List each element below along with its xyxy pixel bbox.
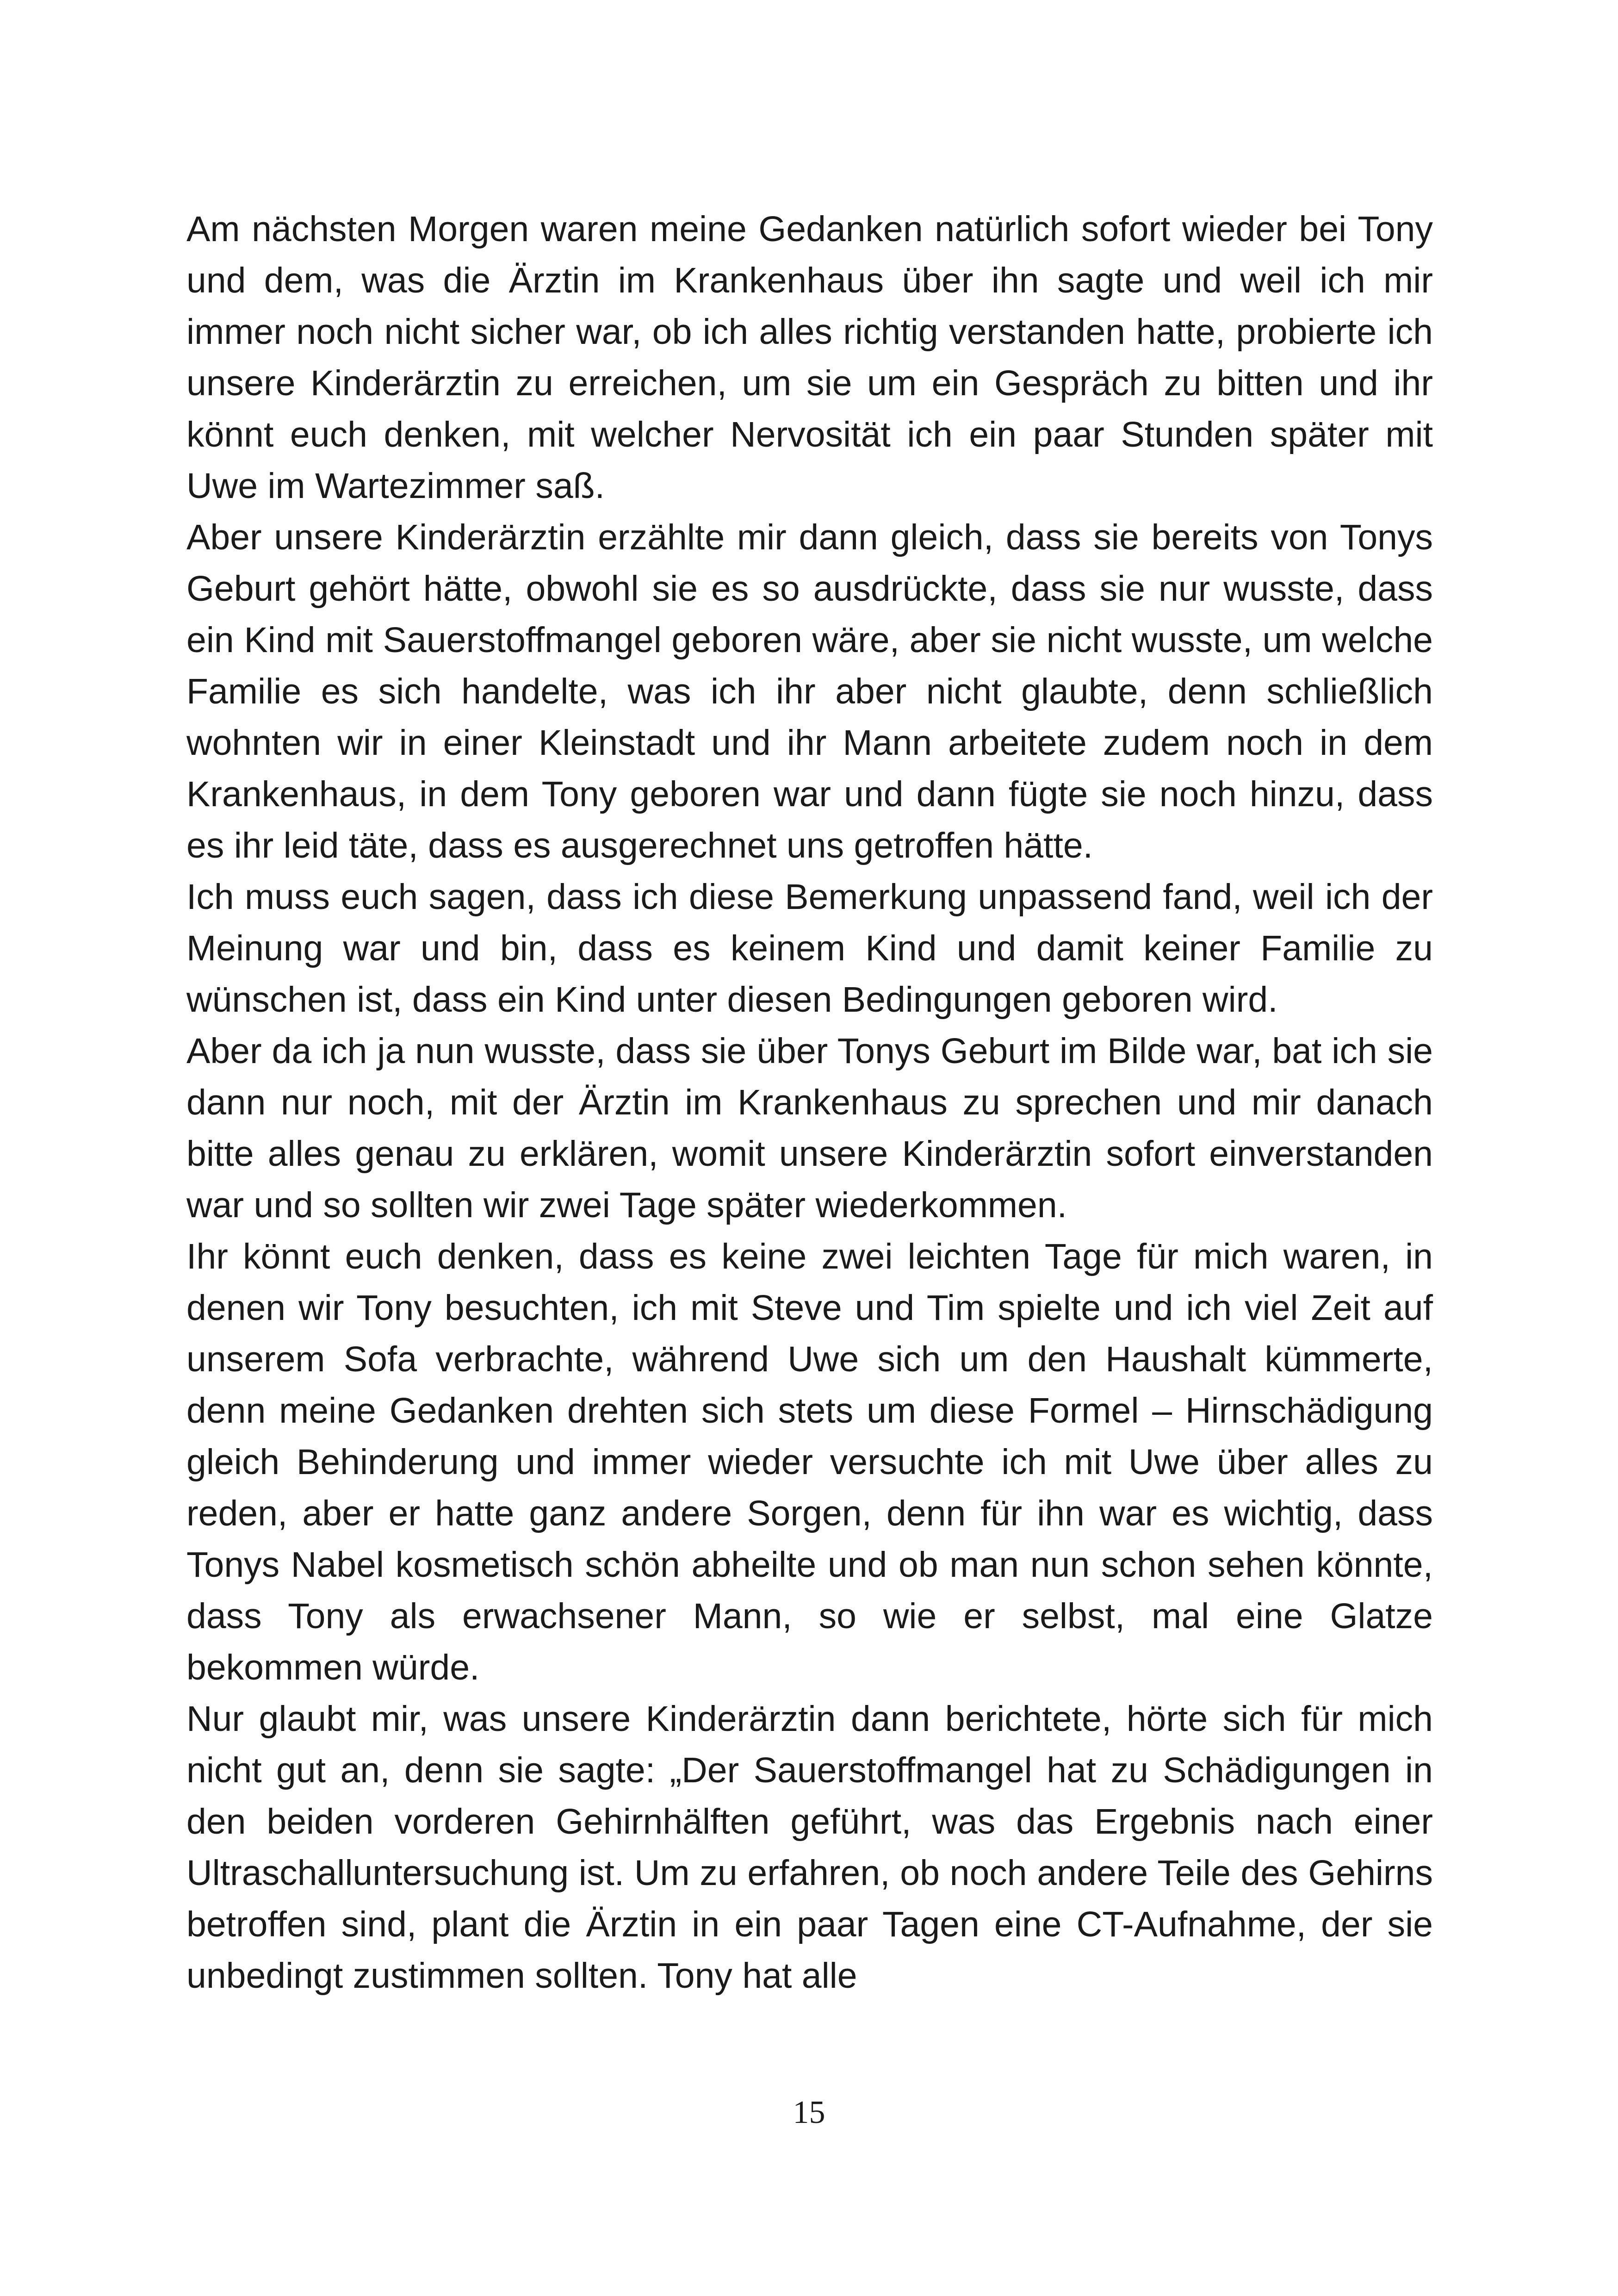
paragraph-5: Ihr könnt euch denken, dass es keine zwei leichten Tage für mich waren, in denen wir Tony besuchten, ich mit Steve und Tim spielte und ich viel Zeit auf unserem Sofa verbrachte, während Uwe sich um den Haushalt kümmerte, denn meine Gedanken drehten sich stets um diese Formel – Hirnschädigung gleich Behinderung und immer wieder versuchte ich mit Uwe über alles zu reden, aber er hatte ganz andere Sorgen, denn für ihn war es wichtig, dass Tonys Nabel kosmetisch schön abheilte und ob man nun schon sehen könnte, dass Tony als erwachsener Mann, so wie er selbst, mal eine Glatze bekommen würde. — [186, 1237, 1433, 1687]
body-text — [186, 204, 1433, 2002]
paragraph-6: Nur glaubt mir, was unsere Kinderärztin dann berichtete, hörte sich für mich nicht gut an, denn sie sagte: „Der Sauerstoffmangel hat zu Schädigungen in den beiden vorderen Gehirnhälften geführt, was das Ergebnis nach einer Ultraschalluntersuchung ist. Um zu erfahren, ob noch andere Teile des Gehirns betroffen sind, plant die Ärztin in ein paar Tagen eine CT-Aufnahme, der sie unbedingt zustimmen sollten. Tony hat alle — [186, 1699, 1433, 1996]
paragraph-1: Am nächsten Morgen waren meine Gedanken natürlich sofort wieder bei Tony und dem, was die Ärztin im Krankenhaus über ihn sagte und weil ich mir immer noch nicht sicher war, ob ich alles richtig verstanden hatte, probierte ich unsere Kinderärztin zu erreichen, um sie um ein Gespräch zu bitten und ihr könnt euch denken, mit welcher Nervosität ich ein paar Stunden später mit Uwe im Wartezimmer saß. — [186, 209, 1433, 506]
paragraph-2: Aber unsere Kinderärztin erzählte mir dann gleich, dass sie bereits von Tonys Geburt gehört hätte, obwohl sie es so ausdrückte, dass sie nur wusste, dass ein Kind mit Sauerstoffmangel geboren wäre, aber sie nicht wusste, um welche Familie es sich handelte, was ich ihr aber nicht glaubte, denn schließlich wohnten wir in einer Kleinstadt und ihr Mann arbeitete zudem noch in dem Krankenhaus, in dem Tony geboren war und dann fügte sie noch hinzu, dass es ihr leid täte, dass es ausgerechnet uns getroffen hätte. — [186, 517, 1433, 865]
page-number: 15 — [793, 2095, 825, 2130]
paragraph-4: Aber da ich ja nun wusste, dass sie über Tonys Geburt im Bilde war, bat ich sie dann nur noch, mit der Ärztin im Krankenhaus zu sprechen und mir danach bitte alles genau zu erklären, womit unsere Kinderärztin sofort einverstanden war und so sollten wir zwei Tage später wiederkommen. — [186, 1031, 1433, 1225]
paragraph-3: Ich muss euch sagen, dass ich diese Bemerkung unpassend fand, weil ich der Meinung war und bin, dass es keinem Kind und damit keiner Familie zu wünschen ist, dass ein Kind unter diesen Bedingungen geboren wird. — [186, 877, 1433, 1020]
